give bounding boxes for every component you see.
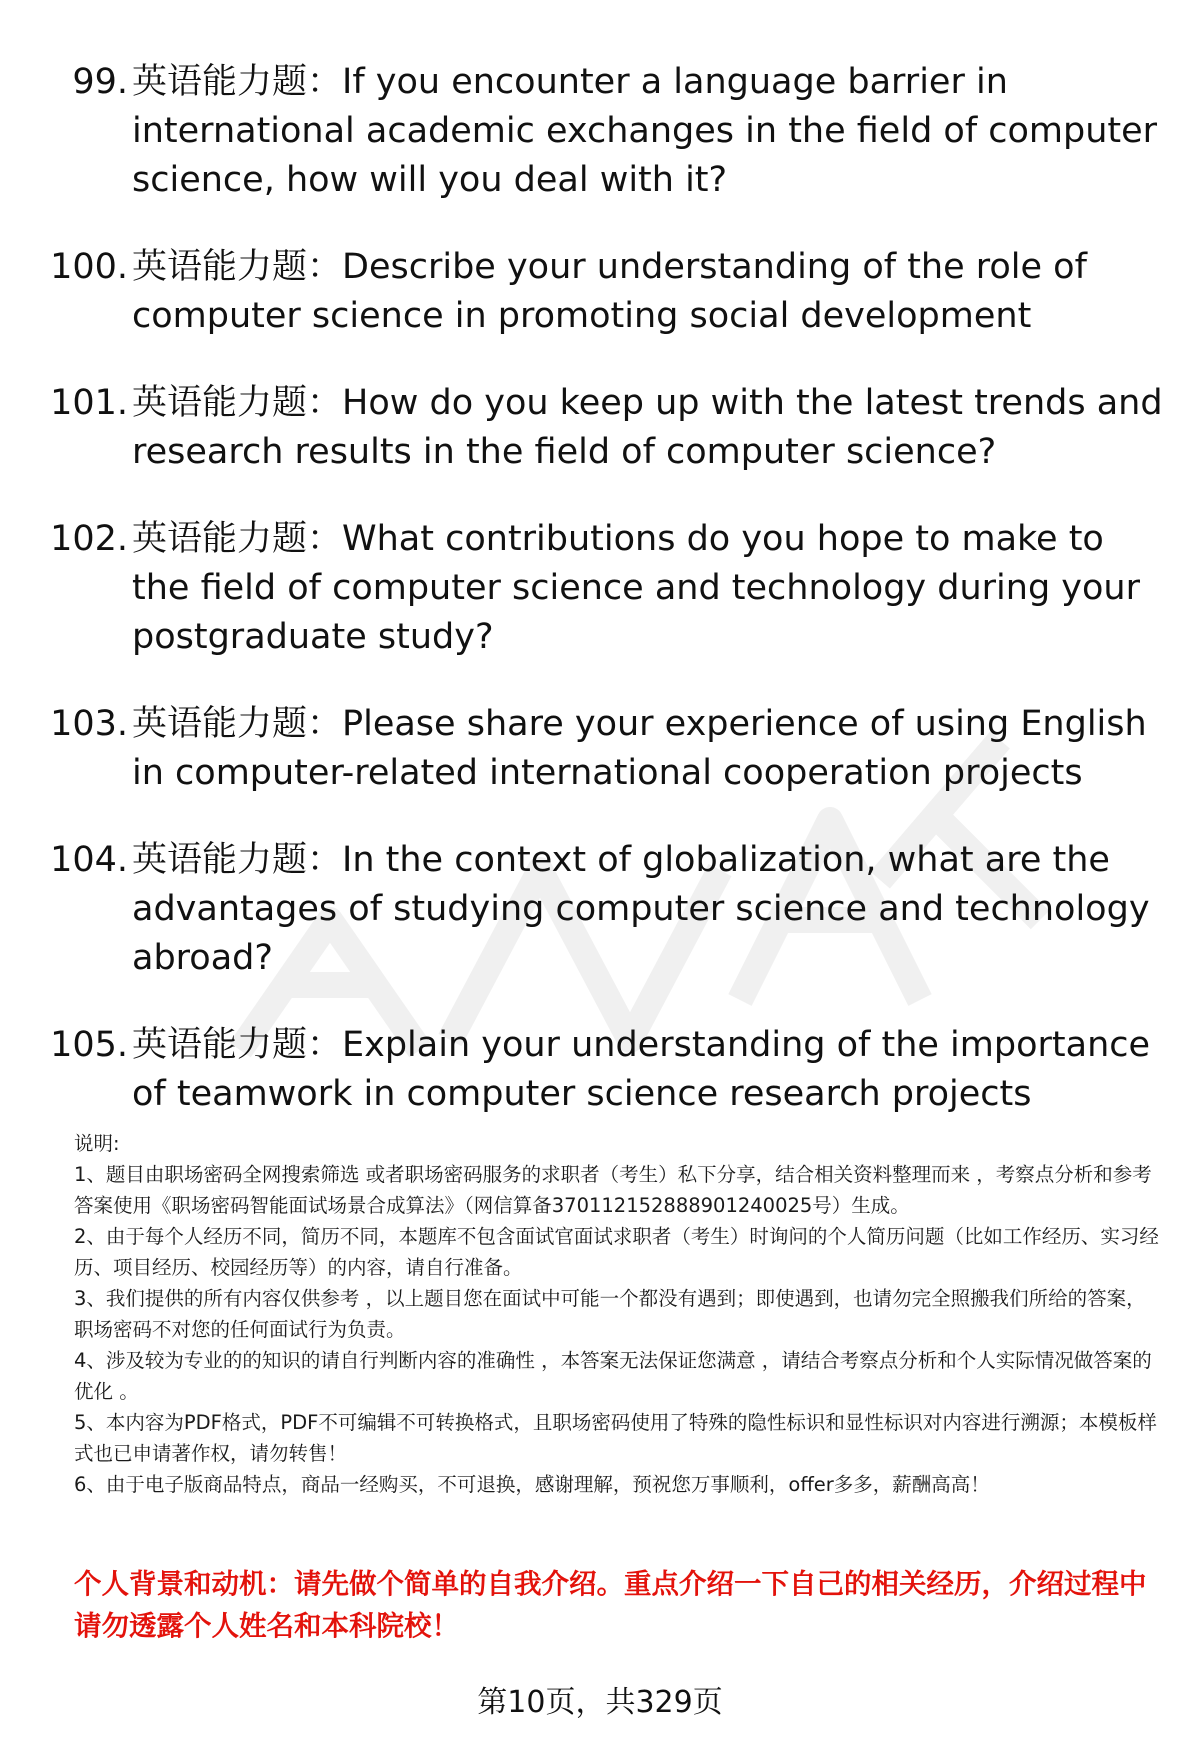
question-text: 英语能力题：What contributions do you hope to make to the field of computer science and technology during your postgraduate study?: [132, 519, 1140, 657]
question-item: [30, 58, 1180, 205]
question-text: 英语能力题：Explain your understanding of the importance of teamwork in computer science research projects: [132, 1025, 1151, 1114]
question-number: 100.: [50, 247, 128, 287]
note-item: 6、由于电子版商品特点，商品一经购买，不可退换，感谢理解，预祝您万事顺利，offer多多，薪酬高高！: [74, 1473, 990, 1496]
question-item: [30, 379, 1180, 477]
question-text: 英语能力题：How do you keep up with the latest trends and research results in the field of computer science?: [132, 383, 1163, 472]
page-number: 第10页，共329页: [477, 1685, 723, 1720]
question-number: 102.: [50, 519, 128, 559]
notes-heading: 说明:: [74, 1132, 120, 1155]
note-item: 4、涉及较为专业的的知识的请自行判断内容的准确性 ，本答案无法保证您满意 ，请结合考察点分析和个人实际情况做答案的优化 。: [74, 1349, 1152, 1403]
question-item: [30, 836, 1180, 983]
notes-section: [74, 1128, 1164, 1500]
question-item: [30, 1021, 1180, 1119]
question-list: [30, 58, 1180, 1157]
question-item: [30, 700, 1180, 798]
question-item: [30, 243, 1180, 341]
intro-prompt: 个人背景和动机：请先做个简单的自我介绍。重点介绍一下自己的相关经历，介绍过程中请勿透露个人姓名和本科院校！: [74, 1568, 1147, 1642]
note-item: 3、我们提供的所有内容仅供参考 ，以上题目您在面试中可能一个都没有遇到；即使遇到，也请勿完全照搬我们所给的答案，职场密码不对您的任何面试行为负责。: [74, 1287, 1146, 1341]
note-item: 1、题目由职场密码全网搜索筛选 或者职场密码服务的求职者（考生）私下分享，结合相关资料整理而来 ，考察点分析和参考答案使用《职场密码智能面试场景合成算法》（网信算备370112152888901240025号）生成。: [74, 1163, 1152, 1217]
question-text: 英语能力题：In the context of globalization, what are the advantages of studying computer science and technology abroad?: [132, 840, 1150, 978]
question-text: 英语能力题：Describe your understanding of the role of computer science in promoting social development: [132, 247, 1087, 336]
question-text: 英语能力题：If you encounter a language barrier in international academic exchanges in the field of computer science, how will you deal with it?: [132, 62, 1158, 200]
question-number: 104.: [50, 840, 128, 880]
question-number: 99.: [72, 62, 128, 102]
question-item: [30, 515, 1180, 662]
note-item: 2、由于每个人经历不同，简历不同，本题库不包含面试官面试求职者（考生）时询问的个人简历问题（比如工作经历、实习经历、项目经历、校园经历等）的内容，请自行准备。: [74, 1225, 1159, 1279]
question-number: 101.: [50, 383, 128, 423]
question-number: 103.: [50, 704, 128, 744]
question-text: 英语能力题：Please share your experience of using English in computer-related international cooperation projects: [132, 704, 1147, 793]
question-number: 105.: [50, 1025, 128, 1065]
note-item: 5、本内容为PDF格式，PDF不可编辑不可转换格式，且职场密码使用了特殊的隐性标识和显性标识对内容进行溯源；本模板样式也已申请著作权，请勿转售！: [74, 1411, 1157, 1465]
